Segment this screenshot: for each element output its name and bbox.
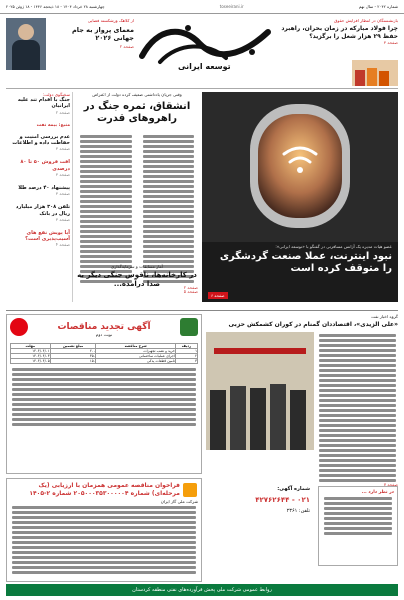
tender-note: نوبت دوم: [95, 332, 113, 337]
bottom-right: [206, 486, 398, 582]
small-ad-title: در نظر دارد ...: [361, 490, 394, 495]
left-item-4[interactable]: پیشنهاد ۴۰ درصد طلا صفحه ۳: [18, 185, 70, 197]
main-body: [76, 131, 198, 283]
top-left-title: معمای پرواز به جام جهانی ۲۰۲۶: [71, 26, 134, 43]
right-story[interactable]: [206, 314, 398, 487]
image-story-headline: نبود اینترنت، عملا صنعت گردشگری را متوقف کرده است: [219, 251, 392, 275]
top-left-story[interactable]: [6, 18, 136, 82]
left-column: [6, 92, 70, 292]
factory-more[interactable]: صفحه ۵: [183, 289, 198, 295]
contact-sms[interactable]: تلفن: ۲۳۶۱: [286, 508, 310, 514]
table-row: ۲ اجرای عملیات ساختمانی ۳۵۰ ۱۴۰۴/۰۴/۰۳: [11, 354, 198, 359]
table-row: ۱ خرید و نصب تجهیزات ۲۰۰ ۱۴۰۴/۰۴/۰۱: [11, 349, 198, 354]
right-headline: «علی الزیدی»، اقتصاددان گمنام در کوران کشمکش حزبی: [228, 321, 398, 329]
airplane-window-image: [202, 92, 398, 242]
footer-strip: روابط عمومی شرکت ملی پخش فرآورده‌های نفتی منطقه کردستان: [6, 584, 398, 596]
top-right-title: چرا فولاد مبارکه در زمان بحران، راهبرد حفظ ۲۹ هزار شغل را برگزید؟: [281, 25, 398, 40]
right-more[interactable]: صفحه ۷: [383, 481, 398, 487]
site-url[interactable]: toseeirani.ir: [219, 4, 244, 9]
bottom-ad-title: فراخوان مناقصه عمومی همزمان با ارزیابی (یک مرحله‌ای) شماره ۲۰۵۰۰۰۳۵۳۰۰۰۰۰۴ شماره ۲-۱۴۰۵: [29, 482, 180, 497]
meeting-photo: [206, 332, 314, 450]
image-story-more[interactable]: صفحه ۶: [208, 292, 228, 299]
contact-block: [206, 486, 310, 566]
table-row: ۳ تامین قطعات یدکی ۱۵۰ ۱۴۰۴/۰۴/۰۵: [11, 359, 198, 364]
tender-logo: [180, 318, 198, 336]
small-ad[interactable]: [318, 486, 398, 566]
right-body: [317, 332, 398, 482]
gas-logo: [183, 483, 197, 497]
left-item-0[interactable]: سخنگوی دولت: جنگ با اقدام تند علیه ایرانیان صفحه ۲: [17, 92, 70, 115]
bottom-ad-body: شرکت ملی گاز ایران: [160, 499, 198, 504]
table-header: ردیف شرح مناقصه مبلغ تضمین مهلت: [11, 344, 198, 349]
contact-phone[interactable]: ۰۲۱ - ۴۲۷۶۲۶۴۴: [255, 496, 310, 504]
left-item-1[interactable]: منبع: بیمه نفت: [36, 122, 70, 128]
tender-body: [10, 368, 198, 426]
right-kicker: گروه اخبار نفت: [371, 314, 398, 319]
image-story-caption: عضو هیات مدیره یک آژانس مسافرتی در گفتگو با «توسعه ایرانی»:: [275, 244, 392, 249]
left-item-5[interactable]: تلفن ۳۰۸ هزار میلیارد ریال در بانک صفحه ۳: [15, 204, 70, 222]
main-kicker: وقتی جریان یادداشتی ضعیف کرده دولت از اعتراض: [92, 92, 182, 97]
left-item-6[interactable]: آیا پویش نفع های آسیب‌پذیری است؟ صفحه ۴: [25, 230, 70, 248]
person-photo: [6, 18, 46, 70]
tender-logo-2: [10, 318, 28, 336]
masthead-logo[interactable]: [130, 16, 280, 71]
factory-kicker: آمار مسابقات و سرمایه‌گذاری: [111, 264, 163, 269]
bottom-ad-text: [10, 506, 198, 574]
logo-text: توسعه ایرانی: [178, 62, 231, 71]
tender-ad[interactable]: [6, 314, 202, 474]
date-bar: [0, 0, 404, 14]
bottom-ad[interactable]: [6, 478, 202, 582]
logo-calligraphy: [130, 16, 280, 68]
top-right-photo: [352, 60, 398, 86]
image-story[interactable]: [202, 92, 398, 302]
left-item-2[interactable]: عدم بررسی امنیت و حفاظت داده و اطلاعات صفحه ۳: [12, 133, 70, 152]
contact-label: شماره آگهی:: [277, 486, 310, 492]
factory-story[interactable]: [76, 264, 198, 314]
top-left-kicker: از کلاهک ورشکسته فضایی: [87, 18, 134, 23]
top-right-kicker: بازنشستگان در انتظار افزایش حقوق: [334, 18, 398, 23]
main-headline: انشقاق، ثمره جنگ در راهروهای قدرت: [83, 101, 191, 125]
left-item-3[interactable]: افت فروش ۵۰ تا ۸۰ درصدی صفحه ۳: [20, 159, 70, 177]
tender-title: آگهی تجدید مناقصات: [57, 322, 151, 332]
issue-line: شماره ۲۰۴۲ - سال نهم: [358, 4, 398, 9]
top-left-more[interactable]: صفحه ۲: [119, 44, 134, 50]
date-line: چهارشنبه ۲۸ خرداد ۱۴۰۴ - ۱۸ ذیحجه ۱۴۴۶ - ۱۸ ژوئن ۲۰۲۵: [6, 4, 105, 9]
top-right-more[interactable]: صفحه ۳: [383, 40, 398, 46]
factory-headline: در کارخانه‌ها، ناقوس جنگی دیگر به صدا درآمده...: [77, 271, 197, 289]
main-more[interactable]: صفحه ۲: [183, 285, 198, 291]
tender-table: [10, 343, 198, 364]
